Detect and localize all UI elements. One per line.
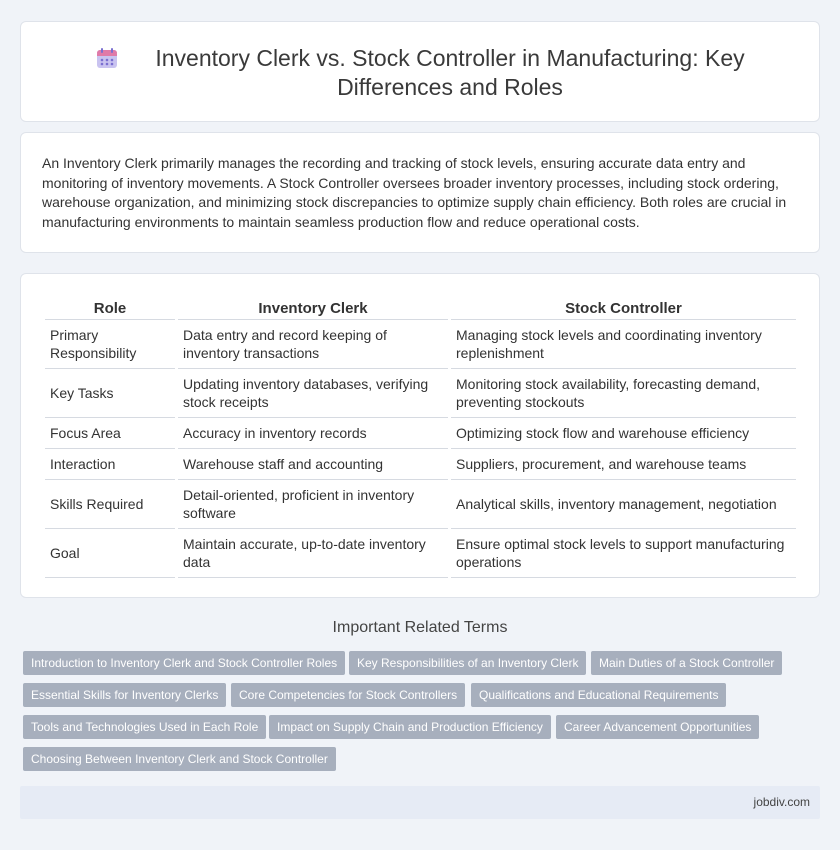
table-cell: Maintain accurate, up-to-date inventory data [178, 529, 448, 578]
footer-site-link[interactable]: jobdiv.com [753, 795, 810, 809]
table-row [45, 418, 796, 449]
related-term-tag[interactable]: Career Advancement Opportunities [556, 715, 759, 739]
table-row [45, 320, 796, 369]
table-cell: Monitoring stock availability, forecasting demand, preventing stockouts [451, 369, 796, 418]
table-cell: Skills Required [45, 480, 175, 529]
related-term-tag[interactable]: Main Duties of a Stock Controller [591, 651, 782, 675]
related-term-tag[interactable]: Core Competencies for Stock Controllers [231, 683, 465, 707]
related-terms-title: Important Related Terms [332, 619, 508, 636]
table-cell: Primary Responsibility [45, 320, 175, 369]
table-cell: Updating inventory databases, verifying stock receipts [178, 369, 448, 418]
table-cell: Focus Area [45, 418, 175, 449]
related-term-tag[interactable]: Essential Skills for Inventory Clerks [23, 683, 226, 707]
comparison-table-card [20, 273, 820, 598]
footer [20, 786, 820, 819]
related-term-tag[interactable]: Qualifications and Educational Requirements [471, 683, 726, 707]
table-header-row [45, 294, 796, 320]
intro-card [20, 132, 820, 253]
related-term-tag[interactable]: Choosing Between Inventory Clerk and Stock Controller [23, 747, 336, 771]
related-term-tag[interactable]: Key Responsibilities of an Inventory Clerk [349, 651, 586, 675]
table-row [45, 480, 796, 529]
table-cell: Suppliers, procurement, and warehouse teams [451, 449, 796, 480]
table-cell: Accuracy in inventory records [178, 418, 448, 449]
header-role: Role [45, 294, 175, 320]
table-cell: Data entry and record keeping of inventory transactions [178, 320, 448, 369]
table-cell: Warehouse staff and accounting [178, 449, 448, 480]
table-cell: Managing stock levels and coordinating inventory replenishment [451, 320, 796, 369]
table-cell: Optimizing stock flow and warehouse efficiency [451, 418, 796, 449]
table-cell: Interaction [45, 449, 175, 480]
table-cell: Key Tasks [45, 369, 175, 418]
header-inventory-clerk: Inventory Clerk [178, 294, 448, 320]
related-term-tag[interactable]: Impact on Supply Chain and Production Efficiency [269, 715, 551, 739]
table-cell: Goal [45, 529, 175, 578]
intro-paragraph: An Inventory Clerk primarily manages the recording and tracking of stock levels, ensuring accurate data entry and monitoring of inventory movements. A Stock Controller oversees broader inventory processes, including stock ordering, warehouse organization, and minimizing stock discrepancies to optimize supply chain efficiency. Both roles are crucial in manufacturing environments to maintain seamless production flow and reduce operational costs. [42, 155, 787, 230]
table-row [45, 369, 796, 418]
comparison-table [42, 294, 799, 578]
table-cell: Analytical skills, inventory management, negotiation [451, 480, 796, 529]
page-title: Inventory Clerk vs. Stock Controller in Manufacturing: Key Differences and Roles [155, 45, 745, 100]
table-row [45, 529, 796, 578]
header-stock-controller: Stock Controller [451, 294, 796, 320]
title-card [20, 21, 820, 122]
related-term-tag[interactable]: Tools and Technologies Used in Each Role [23, 715, 266, 739]
related-term-tag[interactable]: Introduction to Inventory Clerk and Stock Controller Roles [23, 651, 345, 675]
table-cell: Detail-oriented, proficient in inventory software [178, 480, 448, 529]
table-cell: Ensure optimal stock levels to support manufacturing operations [451, 529, 796, 578]
table-row [45, 449, 796, 480]
